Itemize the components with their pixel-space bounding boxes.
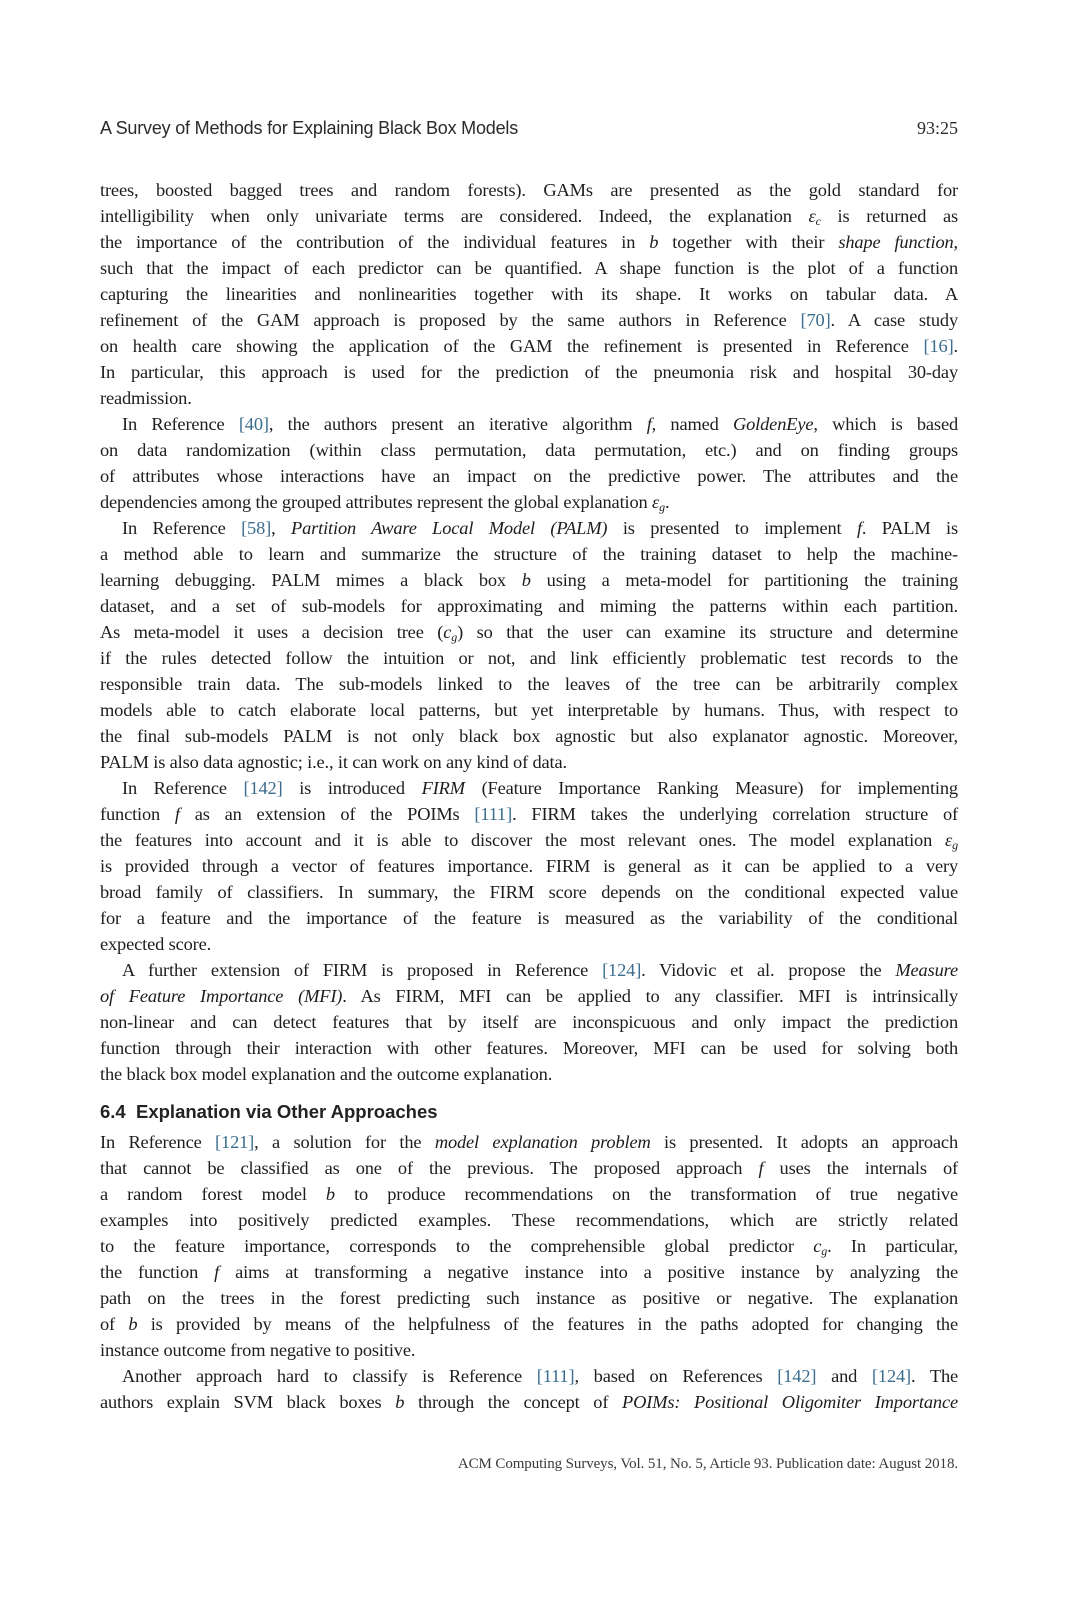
journal-footer: ACM Computing Surveys, Vol. 51, No. 5, Article 93. Publication date: August 2018. — [457, 1456, 958, 1472]
section-number: 6.4 — [100, 1101, 126, 1122]
paragraph-palm: In Reference [58], Partition Aware Local Model (PALM) is presented to implement f. PALM is a method able to learn and summarize the structure of the training dataset to help the machine- learning debugging. PALM mimes a black box b using a meta-model for partitioning the training dataset, and a set of sub-models for approximating and miming the patterns within each partition. As meta-model it uses a decision tree $(c_g)$ so that the user can examine its structure and determine if the rules detected follow the intuition or not, and link efficiently problematic test records to the responsible train data. The sub-models linked to the leaves of the tree can be arbitrarily complex models able to catch elaborate local patterns, but yet interpretable by humans. Thus, with respect to the final sub-models PALM is not only black box agnostic but also explanator agnostic. Moreover, PALM is also data agnostic; i.e., it can work on any kind of data. — [100, 518, 959, 772]
page-number: 93:25 — [916, 118, 958, 138]
reference-link-58[interactable]: [58] — [241, 518, 272, 538]
running-title: A Survey of Methods for Explaining Black Box Models — [100, 118, 519, 138]
reference-link-121[interactable]: [121] — [215, 1132, 255, 1152]
reference-link-111[interactable]: [111] — [474, 804, 513, 824]
paragraph-firm: In Reference [142] is introduced FIRM (Feature Importance Ranking Measure) for implementing function f as an extension of the POIMs [111]. FIRM takes the underlying correlation structure of the features into account and it is able to discover the most relevant ones. The model explanation $\varepsilon_g$ is provided through a vector of features importance. FIRM is general as it can be applied to a very broad family of classifiers. In summary, the FIRM score depends on the conditional expected value for a feature and the importance of the feature is measured as the variability of the conditional expected score. — [100, 778, 958, 954]
reference-link-124[interactable]: [124] — [602, 960, 642, 980]
paragraph-poims: Another approach hard to classify is Reference [111], based on References [142] and [124]. The authors explain SVM black boxes b through the concept of POIMs: Positional Oligomiter Importance — [100, 1366, 959, 1412]
reference-link-111[interactable]: [111] — [536, 1366, 575, 1386]
reference-link-70[interactable]: [70] — [800, 310, 831, 330]
reference-link-40[interactable]: [40] — [238, 414, 269, 434]
reference-link-124[interactable]: [124] — [871, 1366, 912, 1386]
section-title: Explanation via Other Approaches — [136, 1101, 438, 1122]
body-text — [100, 177, 958, 1415]
reference-link-16[interactable]: [16] — [923, 336, 954, 356]
paragraph-goldeneye: In Reference [40], the authors present an iterative algorithm f, named GoldenEye, which is based on data randomization (within class permutation, data permutation, etc.) and on finding groups of attributes whose interactions have an impact on the predictive power. The attributes and the dependencies among the grouped attributes represent the global explanation $\varepsilon_g$. — [100, 414, 958, 514]
paragraph-gam: trees, boosted bagged trees and random forests). GAMs are presented as the gold standard for intelligibility when only univariate terms are considered. Indeed, the explanation $\varepsilon_c$ is returned as the importance of the contribution of the individual features in b together with their shape function, such that the impact of each predictor can be quantified. A shape function is the plot of a function capturing the linearities and nonlinearities together with its shape. It works on tabular data. A refinement of the GAM approach is proposed by the same authors in Reference [70]. A case study on health care showing the application of the GAM the refinement is presented in Reference [16]. In particular, this approach is used for the prediction of the pneumonia risk and hospital 30-day readmission. — [100, 180, 958, 408]
running-header — [100, 118, 958, 144]
reference-link-142[interactable]: [142] — [243, 778, 283, 798]
section-heading — [100, 1097, 958, 1127]
reference-link-142[interactable]: [142] — [777, 1366, 817, 1386]
paragraph-random-forest: In Reference [121], a solution for the model explanation problem is presented. It adopts an approach that cannot be classified as one of the previous. The proposed approach f uses the internals of a random forest model b to produce recommendations on the transformation of true negative examples into positively predicted examples. These recommendations, which are strictly related to the feature importance, corresponds to the comprehensible global predictor $c_g$. In particular, the function f aims at transforming a negative instance into a positive instance by analyzing the path on the trees in the forest predicting such instance as positive or negative. The explanation of b is provided by means of the helpfulness of the features in the paths adopted for changing the instance outcome from negative to positive. — [100, 1132, 959, 1360]
paragraph-mfi: A further extension of FIRM is proposed in Reference [124]. Vidovic et al. propose the Measure of Feature Importance (MFI). As FIRM, MFI can be applied to any classifier. MFI is intrinsically non-linear and can detect features that by itself are inconspicuous and only impact the prediction function through their interaction with other features. Moreover, MFI can be used for solving both the black box model explanation and the outcome explanation. — [100, 960, 958, 1084]
